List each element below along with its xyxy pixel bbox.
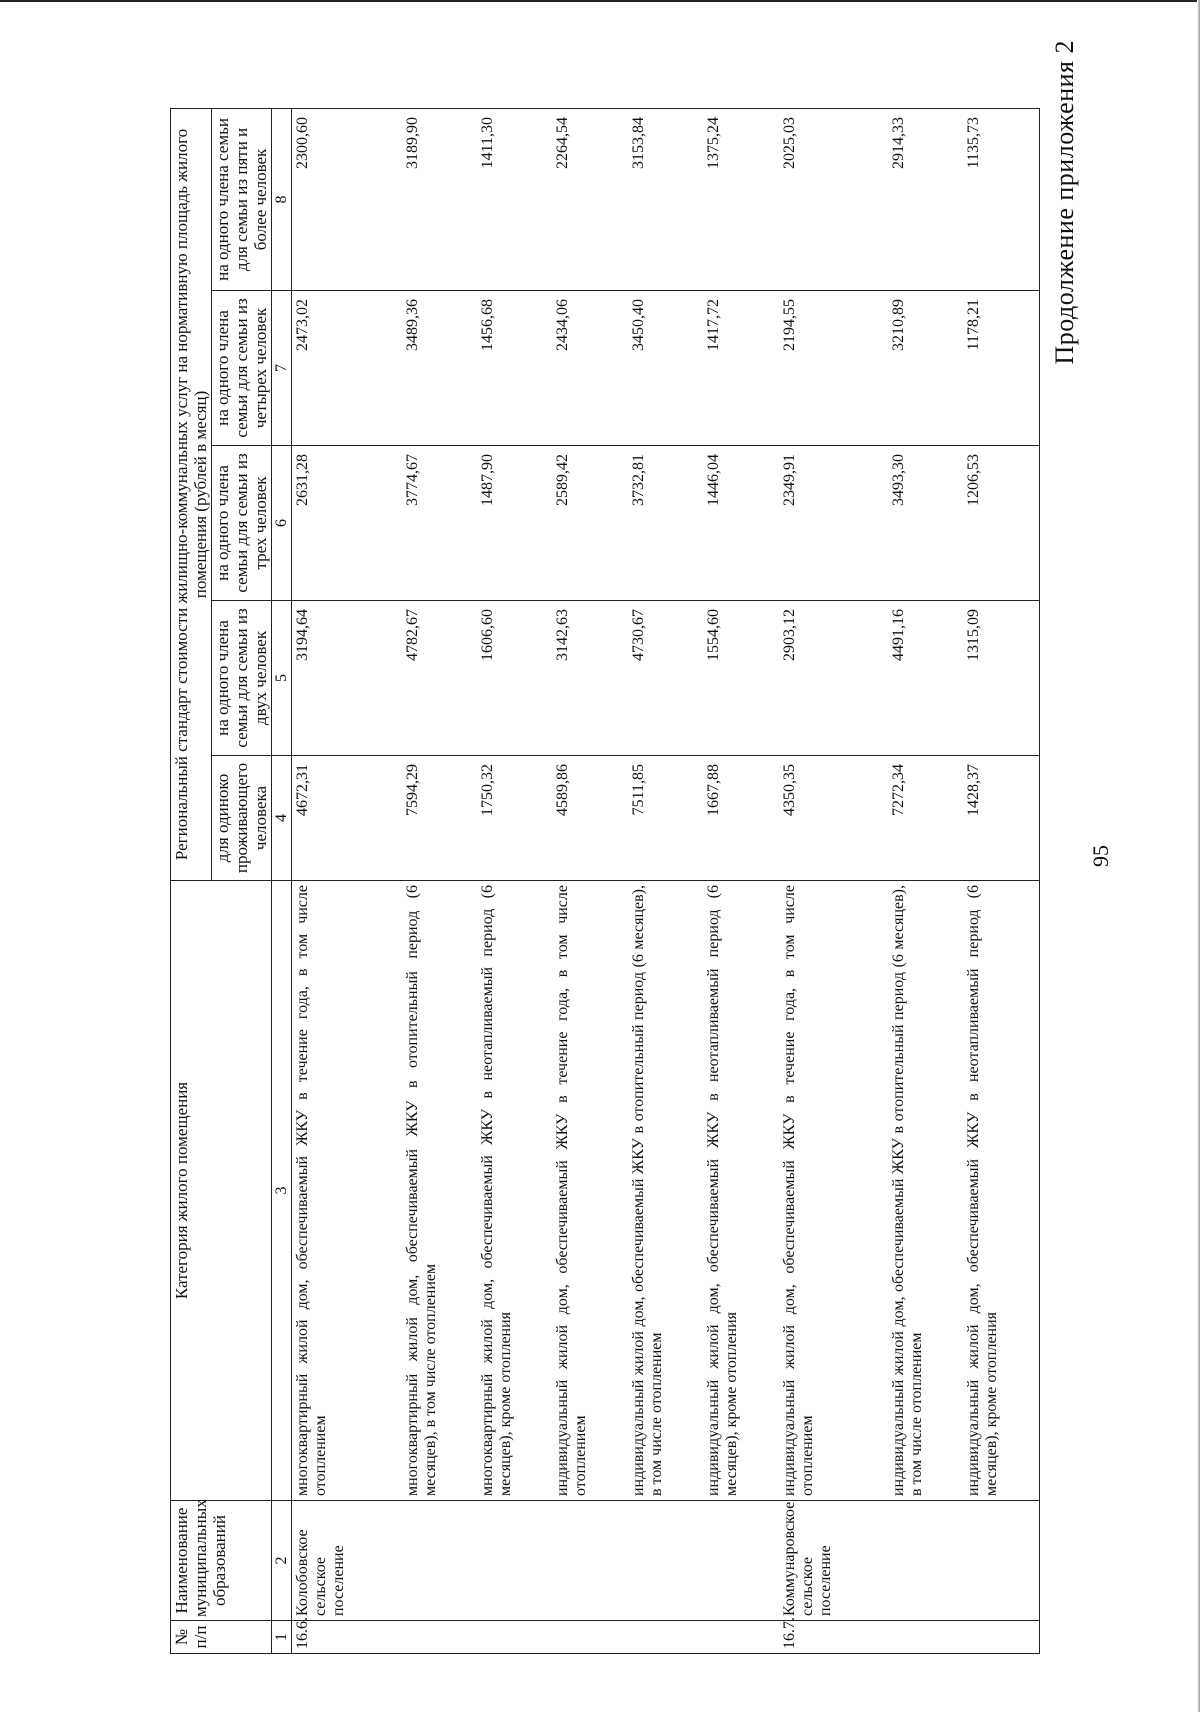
row-num	[703, 1621, 778, 1654]
column-number: 3	[272, 881, 292, 1501]
column-number: 4	[272, 756, 292, 881]
value-family-4: 2434,06	[552, 291, 627, 446]
value-family-4: 1178,21	[963, 291, 1039, 446]
row-category: индивидуальный жилой дом, обеспечиваемый ЖКУ в неотапливаемый период (6 месяцев), кроме отопления	[703, 881, 778, 1501]
header-standard-group: Региональный стандарт стоимости жилищно-коммунальных услуг на нормативную площадь жилого помещения (рублей в месяц)	[171, 108, 212, 880]
row-num	[402, 1621, 477, 1654]
page-number: 95	[1088, 845, 1113, 867]
value-family-2: 1554,60	[703, 601, 778, 756]
value-family-3: 1206,53	[963, 446, 1039, 601]
row-municipality	[402, 1501, 477, 1621]
row-category: индивидуальный жилой дом, обеспечиваемый ЖКУ в отопительный период (6 месяцев), в том числе отоплением	[888, 881, 963, 1501]
table-row	[402, 108, 477, 1653]
value-family-3: 1487,90	[477, 446, 552, 601]
value-family-5: 2914,33	[888, 108, 963, 290]
header-family-2: на одного члена семьи для семьи из двух человек	[212, 601, 272, 756]
value-single: 7594,29	[402, 756, 477, 881]
column-number: 1	[272, 1621, 292, 1654]
table-row	[963, 108, 1039, 1653]
row-municipality: Колобовское сельское поселение	[292, 1501, 402, 1621]
table-row	[477, 108, 552, 1653]
value-family-4: 1456,68	[477, 291, 552, 446]
row-municipality: Коммунаровское сельское поселение	[779, 1501, 888, 1621]
value-family-3: 3732,81	[628, 446, 703, 601]
value-family-5: 2264,54	[552, 108, 627, 290]
row-num	[477, 1621, 552, 1654]
value-family-2: 1606,60	[477, 601, 552, 756]
row-category: многоквартирный жилой дом, обеспечиваемый ЖКУ в неотапливаемый период (6 месяцев), кроме отопления	[477, 881, 552, 1501]
column-number: 6	[272, 446, 292, 601]
row-municipality	[963, 1501, 1039, 1621]
value-single: 1750,32	[477, 756, 552, 881]
header-category: Категория жилого помещения	[171, 881, 272, 1501]
row-num: 16.7.	[779, 1621, 888, 1654]
table-row	[292, 108, 402, 1653]
row-municipality	[888, 1501, 963, 1621]
row-municipality	[552, 1501, 627, 1621]
table-row	[703, 108, 778, 1653]
value-family-3: 1446,04	[703, 446, 778, 601]
value-single: 1667,88	[703, 756, 778, 881]
value-single: 4350,35	[779, 756, 888, 881]
value-family-4: 3489,36	[402, 291, 477, 446]
value-family-5: 1135,73	[963, 108, 1039, 290]
value-single: 4589,86	[552, 756, 627, 881]
value-family-3: 2631,28	[292, 446, 402, 601]
row-category: многоквартирный жилой дом, обеспечиваемый ЖКУ в течение года, в том числе отоплением	[292, 881, 402, 1501]
column-number: 5	[272, 601, 292, 756]
table-row	[779, 108, 888, 1653]
header-family-5: на одного члена семьи для семьи из пяти и более человек	[212, 108, 272, 290]
row-num	[628, 1621, 703, 1654]
value-family-3: 2589,42	[552, 446, 627, 601]
value-family-5: 3189,90	[402, 108, 477, 290]
value-family-2: 4782,67	[402, 601, 477, 756]
value-family-5: 1411,30	[477, 108, 552, 290]
value-family-2: 3142,63	[552, 601, 627, 756]
value-family-5: 3153,84	[628, 108, 703, 290]
value-family-5: 2300,60	[292, 108, 402, 290]
table-row	[628, 108, 703, 1653]
value-family-5: 1375,24	[703, 108, 778, 290]
table-body	[292, 108, 1040, 1653]
value-family-4: 3210,89	[888, 291, 963, 446]
value-family-2: 3194,64	[292, 601, 402, 756]
row-category: индивидуальный жилой дом, обеспечиваемый ЖКУ в неотапливаемый период (6 месяцев), кроме отопления	[963, 881, 1039, 1501]
value-family-2: 4491,16	[888, 601, 963, 756]
table-row	[888, 108, 963, 1653]
value-family-4: 2473,02	[292, 291, 402, 446]
row-category: индивидуальный жилой дом, обеспечиваемый ЖКУ в течение года, в том числе отоплением	[779, 881, 888, 1501]
row-num: 16.6.	[292, 1621, 402, 1654]
value-single: 7511,85	[628, 756, 703, 881]
standards-table	[170, 108, 1040, 1654]
value-family-3: 3493,30	[888, 446, 963, 601]
appendix-title: Продолжение приложения 2	[1050, 40, 1079, 365]
table-row	[552, 108, 627, 1653]
row-category: индивидуальный жилой дом, обеспечиваемый ЖКУ в отопительный период (6 месяцев), в том числе отоплением	[628, 881, 703, 1501]
row-num	[888, 1621, 963, 1654]
column-number: 7	[272, 291, 292, 446]
value-single: 4672,31	[292, 756, 402, 881]
value-family-3: 2349,91	[779, 446, 888, 601]
column-number: 2	[272, 1501, 292, 1621]
header-family-3: на одного члена семьи для семьи из трех человек	[212, 446, 272, 601]
header-num: № п/п	[171, 1621, 272, 1654]
row-municipality	[703, 1501, 778, 1621]
value-family-4: 1417,72	[703, 291, 778, 446]
header-municipality: Наименование муниципальных образований	[171, 1501, 272, 1621]
value-family-3: 3774,67	[402, 446, 477, 601]
value-family-2: 4730,67	[628, 601, 703, 756]
row-category: индивидуальный жилой дом, обеспечиваемый ЖКУ в течение года, в том числе отоплением	[552, 881, 627, 1501]
row-municipality	[628, 1501, 703, 1621]
header-family-4: на одного члена семьи для семьи из четырех человек	[212, 291, 272, 446]
header-single: для одиноко проживающего человека	[212, 756, 272, 881]
column-number: 8	[272, 108, 292, 290]
row-num	[963, 1621, 1039, 1654]
value-family-4: 3450,40	[628, 291, 703, 446]
value-family-2: 2903,12	[779, 601, 888, 756]
value-single: 1428,37	[963, 756, 1039, 881]
value-family-4: 2194,55	[779, 291, 888, 446]
row-num	[552, 1621, 627, 1654]
value-family-5: 2025,03	[779, 108, 888, 290]
row-municipality	[477, 1501, 552, 1621]
row-category: многоквартирный жилой дом, обеспечиваемый ЖКУ в отопительный период (6 месяцев), в том числе отоплением	[402, 881, 477, 1501]
value-single: 7272,34	[888, 756, 963, 881]
value-family-2: 1315,09	[963, 601, 1039, 756]
